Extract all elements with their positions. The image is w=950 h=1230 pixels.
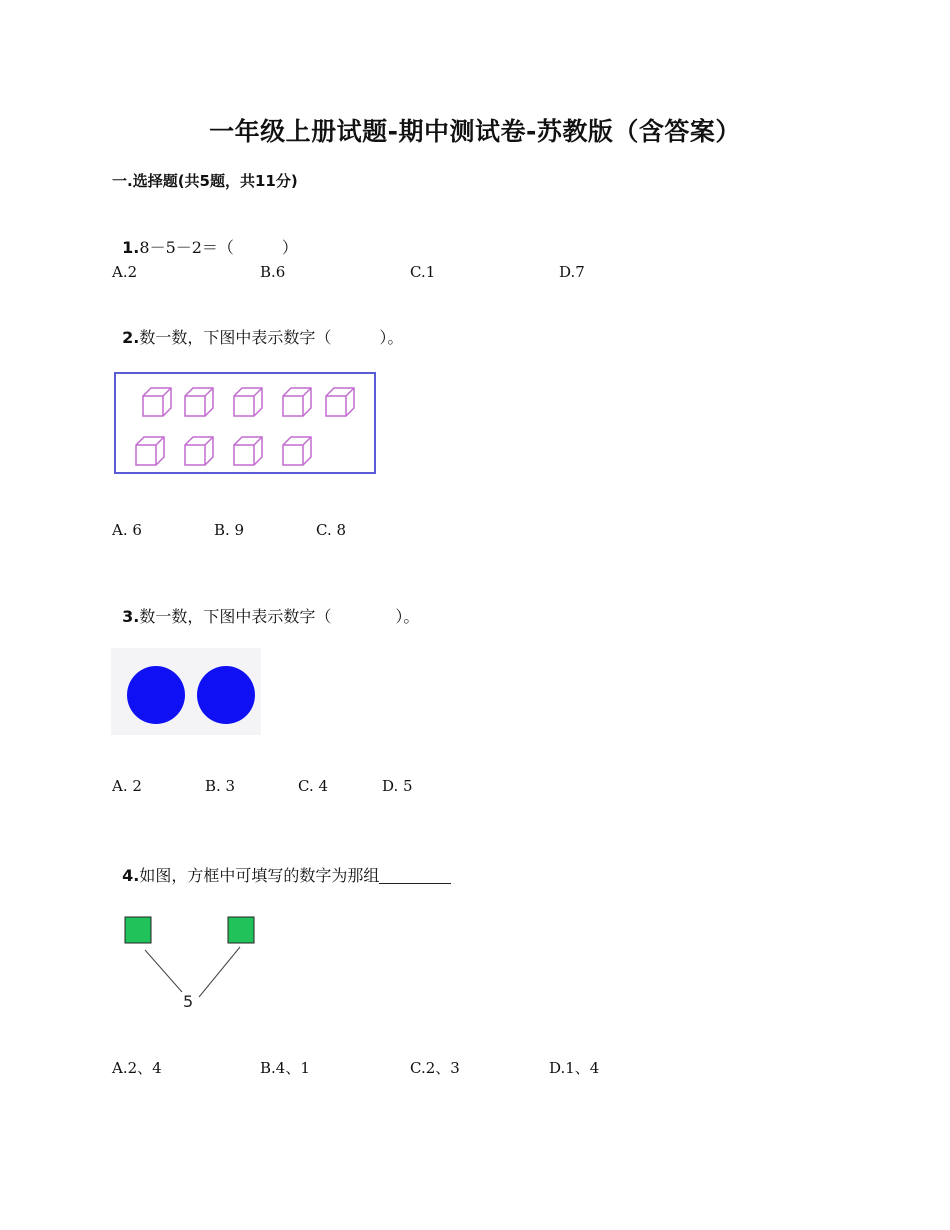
answer-blank xyxy=(379,867,451,884)
q1-option-a: A.2 xyxy=(112,263,138,281)
cube-icon xyxy=(283,388,311,416)
question-text: 数一数，下图中表示数字（ ）。 xyxy=(139,607,420,626)
question-number: 1. xyxy=(122,238,140,257)
cube-icon xyxy=(143,388,171,416)
cube-icon xyxy=(234,388,262,416)
question-2 xyxy=(112,306,403,348)
circle-count-figure xyxy=(111,648,261,735)
q1-option-b: B.6 xyxy=(260,263,286,281)
page-title: 一年级上册试题-期中测试卷-苏教版（含答案） xyxy=(209,117,741,146)
split-line-left xyxy=(145,950,182,992)
question-text: 8－5－2＝（ ） xyxy=(139,238,298,257)
q3-option-a: A. 2 xyxy=(112,777,142,795)
whole-number: 5 xyxy=(183,992,194,1011)
q3-option-d: D. 5 xyxy=(382,777,413,795)
blue-circle-icon xyxy=(127,666,185,724)
cube-icon xyxy=(283,437,311,465)
blue-circle-icon xyxy=(197,666,255,724)
q1-option-d: D.7 xyxy=(559,263,585,281)
q4-option-b: B.4、1 xyxy=(260,1059,310,1077)
cube-icon xyxy=(326,388,354,416)
question-3 xyxy=(112,585,419,627)
q3-option-b: B. 3 xyxy=(205,777,236,795)
q4-option-d: D.1、4 xyxy=(549,1059,600,1077)
cube-icon xyxy=(185,388,213,416)
cube-icon xyxy=(185,437,213,465)
section-heading: 一.选择题(共5题，共11分) xyxy=(112,172,298,190)
question-number: 4. xyxy=(122,866,140,885)
green-box-right xyxy=(228,917,254,943)
q4-option-a: A.2、4 xyxy=(112,1059,162,1077)
q4-option-c: C.2、3 xyxy=(410,1059,460,1077)
cube-count-figure xyxy=(112,370,378,476)
q3-option-c: C. 4 xyxy=(298,777,329,795)
cube-icon xyxy=(234,437,262,465)
question-4 xyxy=(112,844,451,886)
question-1 xyxy=(112,216,298,258)
question-number: 2. xyxy=(122,328,140,347)
cube-icon xyxy=(136,437,164,465)
number-split-figure xyxy=(120,912,270,1012)
q2-option-b: B. 9 xyxy=(214,521,245,539)
q1-option-c: C.1 xyxy=(410,263,436,281)
q2-option-c: C. 8 xyxy=(316,521,347,539)
green-box-left xyxy=(125,917,151,943)
question-number: 3. xyxy=(122,607,140,626)
q2-option-a: A. 6 xyxy=(112,521,142,539)
question-text: 如图，方框中可填写的数字为那组 xyxy=(139,866,380,885)
split-line-right xyxy=(199,947,240,997)
question-text: 数一数，下图中表示数字（ ）。 xyxy=(139,328,404,347)
